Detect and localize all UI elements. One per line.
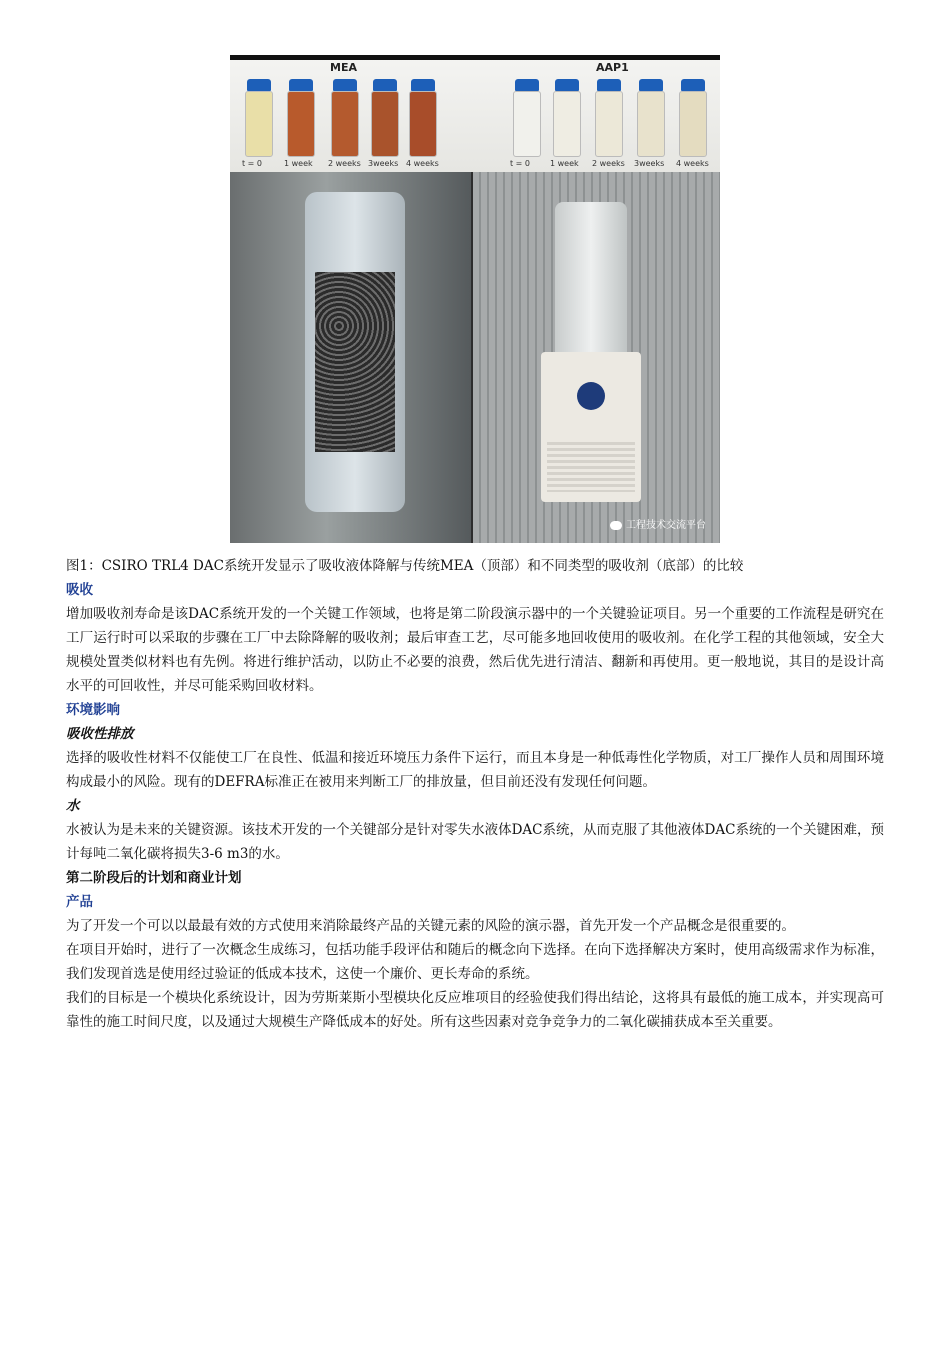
heading-emission: 吸收性排放 (66, 726, 134, 742)
time-label-mea-2: 2 weeks (328, 159, 361, 168)
time-label-mea-0: t = 0 (242, 159, 263, 168)
paragraph-emission: 选择的吸收性材料不仅能使工厂在良性、低温和接近环境压力条件下运行，而且本身是一种低毒性化学物质，对工厂操作人员和周围环境构成最小的风险。现有的DEFRA标准正在被用来判断工厂的排放量，但目前还没有发现任何问题。 (66, 750, 884, 790)
paragraph-product-2: 在项目开始时，进行了一次概念生成练习，包括功能手段评估和随后的概念向下选择。在向下选择解决方案时，使用高级需求作为标准，我们发现首选是使用经过验证的低成本技术，这使一个廉价、更长寿命的系统。 (66, 942, 884, 982)
vial-comparison-photo (230, 55, 720, 172)
vial-mea-2 (330, 79, 360, 159)
top-bar (230, 55, 720, 60)
mea-label: MEA (330, 61, 357, 74)
dac-unit-photo (473, 172, 720, 543)
absorber-column-photo (230, 172, 471, 543)
aap1-label: AAP1 (596, 61, 629, 74)
time-label-aap1-2: 2 weeks (592, 159, 625, 168)
figure-caption: 图1：CSIRO TRL4 DAC系统开发显示了吸收液体降解与传统MEA（顶部）和不同类型的吸收剂（底部）的比较 (66, 558, 744, 574)
vial-aap1-1 (552, 79, 582, 159)
vial-aap1-4 (678, 79, 708, 159)
vial-aap1-2 (594, 79, 624, 159)
time-label-aap1-1: 1 week (550, 159, 579, 168)
paragraph-absorb: 增加吸收剂寿命是该DAC系统开发的一个关键工作领域，也将是第二阶段演示器中的一个关键验证项目。另一个重要的工作流程是研究在工厂运行时可以采取的步骤在工厂中去除降解的吸收剂；最后审查工艺，尽可能多地回收使用的吸收剂。在化学工程的其他领域，安全大规模处置类似材料也有先例。将进行维护活动，以防止不必要的浪费，然后优先进行清洁、翻新和再使用。更一般地说，其目的是设计高水平的可回收性，并尽可能采购回收材料。 (66, 606, 884, 694)
vial-aap1-0 (512, 79, 542, 159)
dac-tower (555, 202, 627, 352)
heading-absorb: 吸收 (66, 582, 93, 598)
absorber-column (305, 192, 405, 512)
wechat-icon (610, 521, 622, 530)
vial-mea-3 (370, 79, 400, 159)
paragraph-product-1: 为了开发一个可以以最最有效的方式使用来消除最终产品的关键元素的风险的演示器，首先开发一个产品概念是很重要的。 (66, 918, 795, 934)
unit-logo (577, 382, 605, 410)
paragraph-product-3: 我们的目标是一个模块化系统设计，因为劳斯莱斯小型模块化反应堆项目的经验使我们得出结论，这将具有最低的施工成本，并实现高可靠性的施工时间尺度，以及通过大规模生产降低成本的好处。所有这些因素对竞争竞争力的二氧化碳捕获成本至关重要。 (66, 990, 884, 1030)
heading-product: 产品 (66, 894, 93, 910)
section-plan (66, 866, 884, 1034)
time-label-mea-4: 4 weeks (406, 159, 439, 168)
watermark-text: 工程技术交流平台 (626, 520, 706, 531)
vial-aap1-3 (636, 79, 666, 159)
time-label-aap1-4: 4 weeks (676, 159, 709, 168)
time-label-aap1-0: t = 0 (510, 159, 531, 168)
figure-photo (230, 55, 720, 543)
section-env (66, 698, 884, 866)
time-label-mea-1: 1 week (284, 159, 313, 168)
time-label-aap1-3: 3weeks (634, 159, 665, 168)
dac-unit (541, 352, 641, 502)
paragraph-water: 水被认为是未来的关键资源。该技术开发的一个关键部分是针对零失水液体DAC系统，从而克服了其他液体DAC系统的一个关键困难，预计每吨二氧化碳将损失3-6 m3的水。 (66, 822, 884, 862)
heading-plan: 第二阶段后的计划和商业计划 (66, 870, 242, 886)
vial-mea-1 (286, 79, 316, 159)
vial-mea-4 (408, 79, 438, 159)
heading-water: 水 (66, 798, 80, 814)
time-label-mea-3: 3weeks (368, 159, 399, 168)
heading-env: 环境影响 (66, 702, 120, 718)
section-absorb (66, 578, 884, 698)
watermark (610, 516, 706, 531)
vial-mea-0 (244, 79, 274, 159)
